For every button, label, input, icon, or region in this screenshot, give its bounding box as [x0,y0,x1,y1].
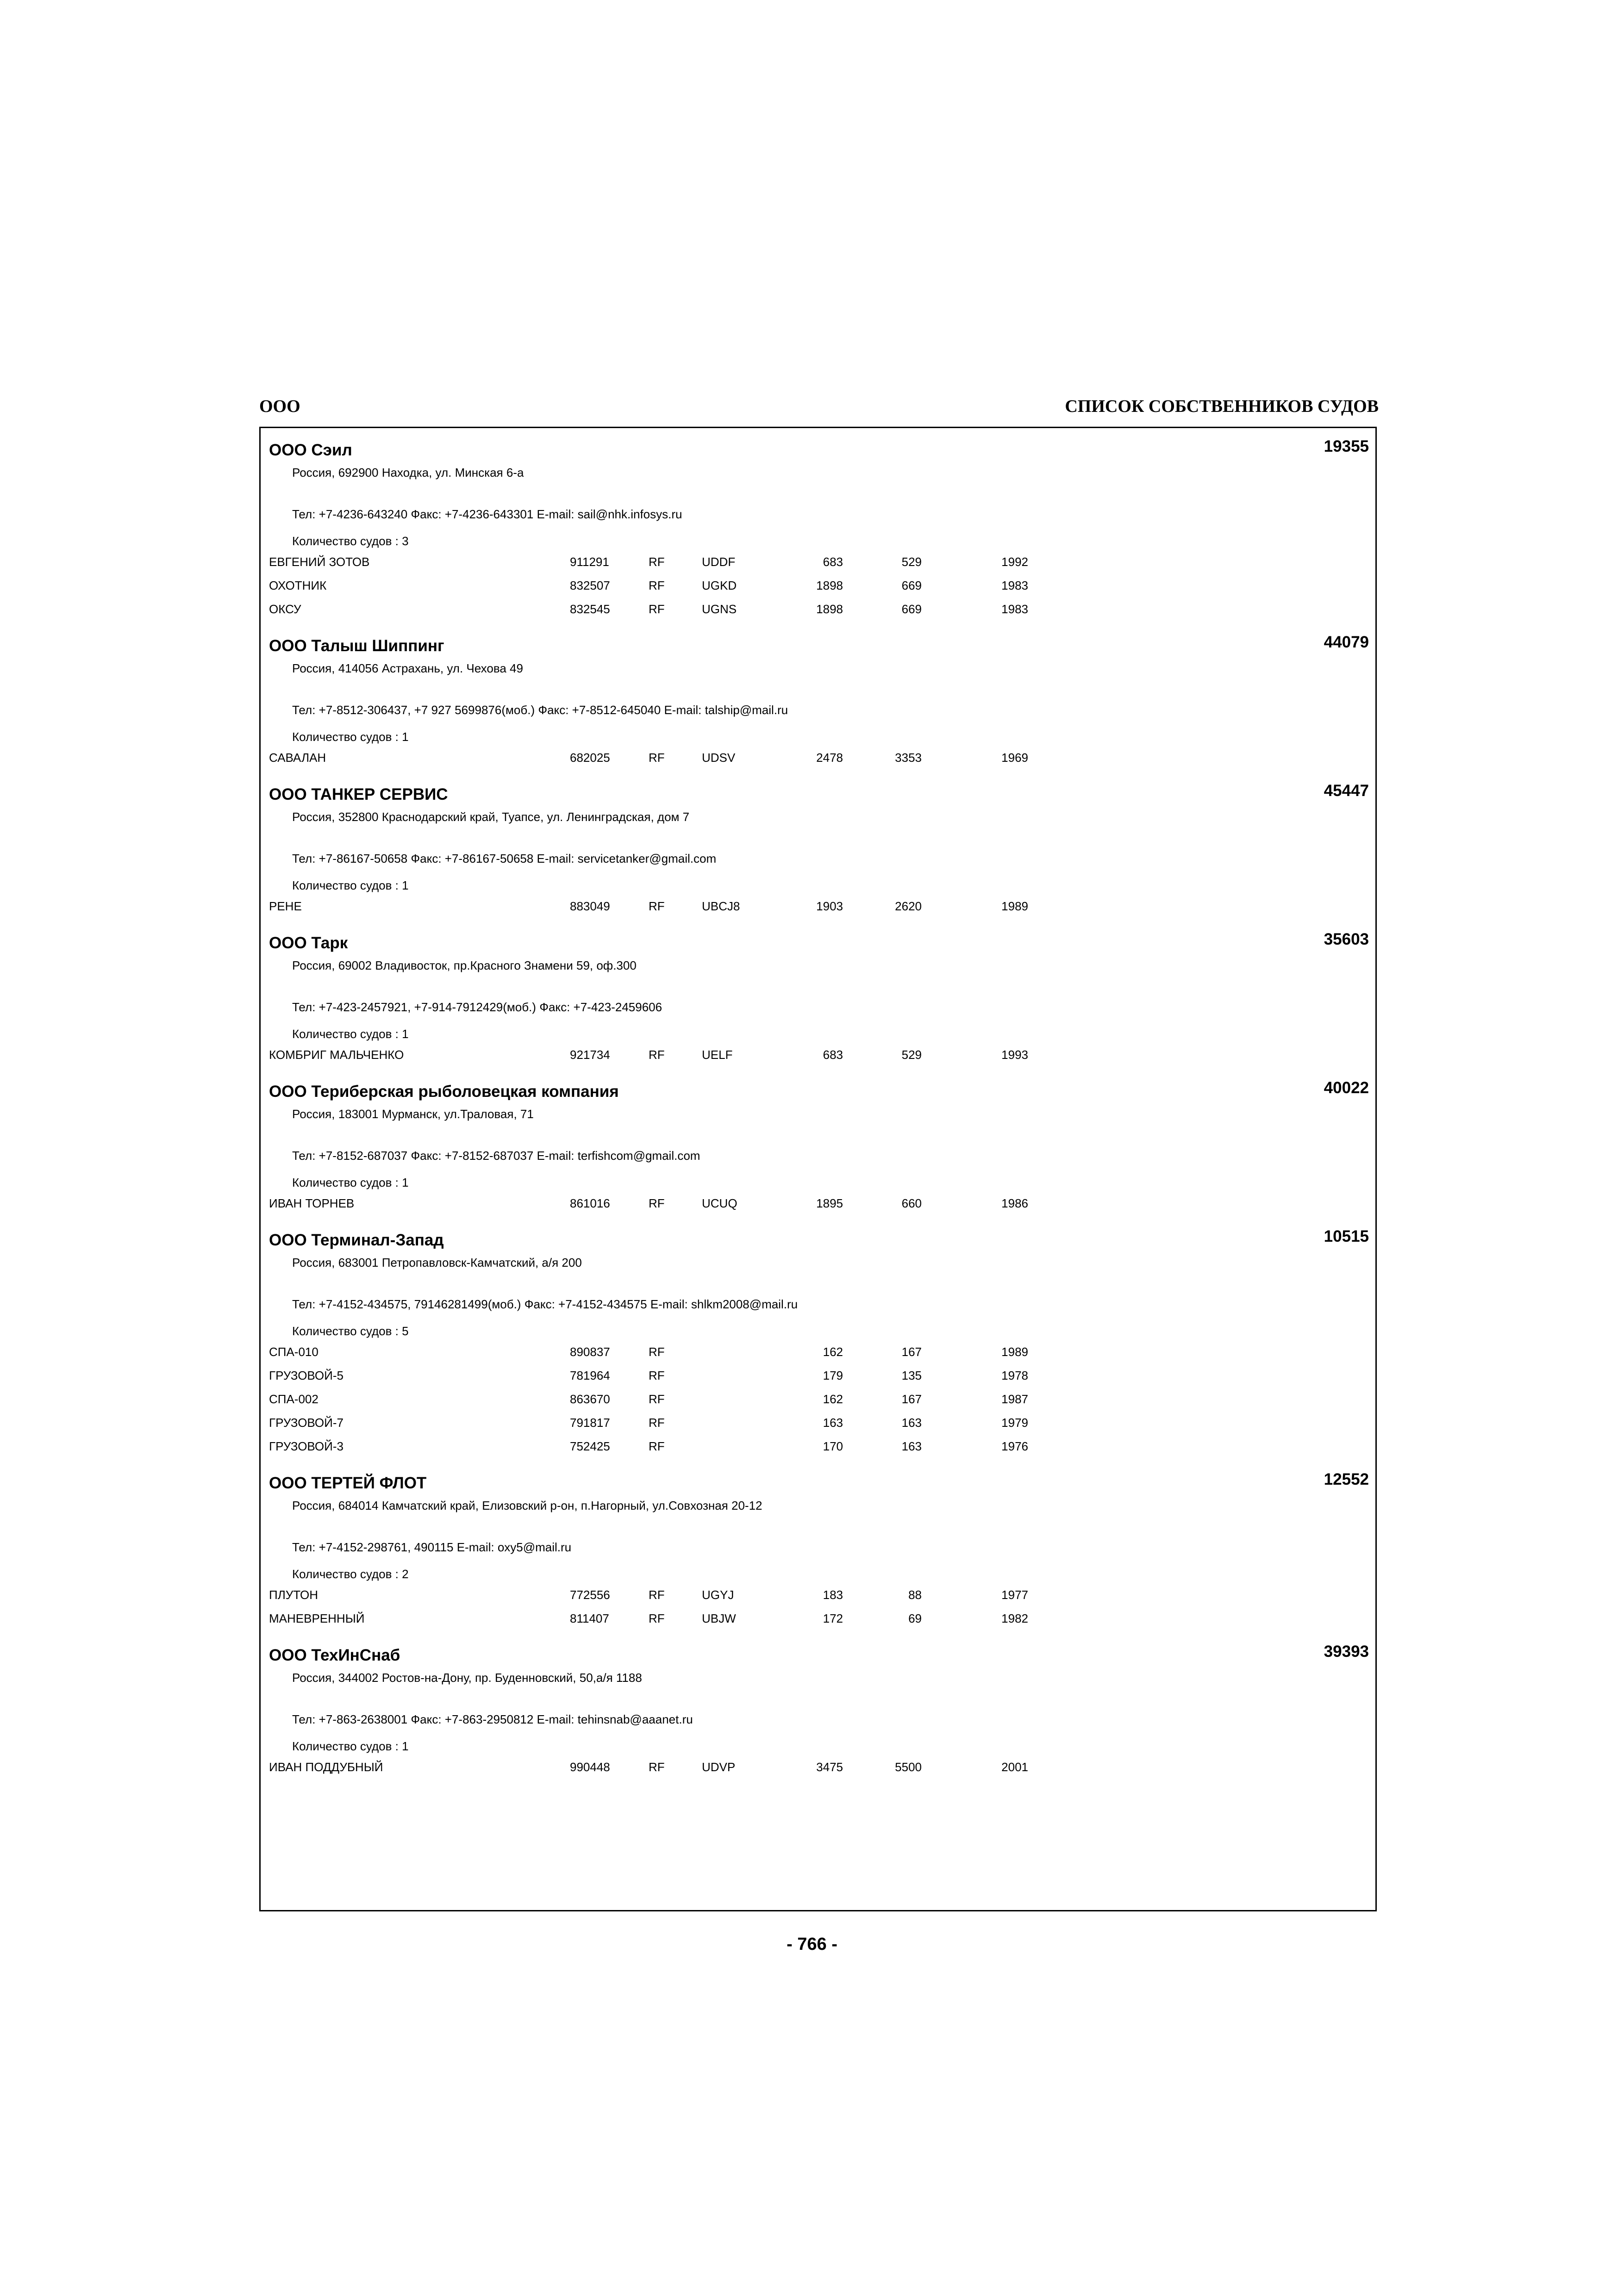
vessel-flag: RF [649,1416,665,1430]
company-name: ООО Талыш Шиппинг [269,637,444,655]
vessel-build-year: 1977 [1001,1588,1028,1602]
company-header [269,930,1369,956]
vessel-name: ЕВГЕНИЙ ЗОТОВ [269,555,370,569]
vessel-gross-tonnage: 1898 [816,602,843,616]
company-entry [269,633,1369,782]
vessel-row [269,574,1369,597]
vessel-name: РЕНЕ [269,899,302,913]
vessel-number: 990448 [570,1760,610,1774]
vessel-number: 883049 [570,899,610,913]
vessel-build-year: 1978 [1001,1369,1028,1382]
company-address: Россия, 414056 Астрахань, ул. Чехова 49 [292,661,523,675]
vessel-build-year: 1992 [1001,555,1028,569]
vessel-deadweight: 669 [901,602,922,616]
vessel-deadweight: 167 [901,1345,922,1359]
vessel-call-sign: UCUQ [702,1196,737,1210]
vessel-build-year: 1969 [1001,751,1028,765]
vessel-call-sign: UBCJ8 [702,899,740,913]
company-address: Россия, 344002 Ростов-на-Дону, пр. Буденновский, 50,а/я 1188 [292,1671,642,1685]
company-entry [269,1227,1369,1470]
vessel-row [269,1755,1369,1779]
company-name: ООО ТехИнСнаб [269,1646,400,1664]
vessel-build-year: 1989 [1001,1345,1028,1359]
vessel-deadweight: 669 [901,579,922,592]
vessel-deadweight: 88 [908,1588,922,1602]
vessel-number: 811407 [570,1612,609,1625]
company-contacts: Тел: +7-8152-687037 Факс: +7-8152-687037 E-mail: terfishcom@gmail.com [292,1149,700,1163]
company-header [269,633,1369,659]
company-header [269,1643,1369,1668]
vessel-build-year: 1983 [1001,602,1028,616]
vessel-name: ИВАН ПОДДУБНЫЙ [269,1760,383,1774]
company-id: 12552 [1324,1470,1369,1488]
company-contacts: Тел: +7-4152-298761, 490115 E-mail: oxy5@mail.ru [292,1540,572,1554]
company-id: 45447 [1324,782,1369,800]
header-title: СПИСОК СОБСТВЕННИКОВ СУДОВ [1065,397,1379,416]
vessel-row [269,1388,1369,1411]
company-name: ООО Сэил [269,441,352,459]
header-section-label: ООО [259,397,300,416]
company-header [269,1470,1369,1496]
vessel-row [269,1411,1369,1435]
vessel-row [269,1364,1369,1388]
vessel-name: ПЛУТОН [269,1588,318,1602]
vessel-count: Количество судов : 3 [292,534,409,548]
vessel-deadweight: 660 [901,1196,922,1210]
vessel-name: СПА-002 [269,1392,319,1406]
vessel-deadweight: 163 [901,1439,922,1453]
vessel-number: 752425 [570,1439,610,1453]
vessel-name: ИВАН ТОРНЕВ [269,1196,355,1210]
vessel-name: ГРУЗОВОЙ-3 [269,1439,344,1453]
vessel-build-year: 1976 [1001,1439,1028,1453]
page-number: - 766 - [787,1935,837,1954]
company-entry [269,1470,1369,1643]
company-address: Россия, 69002 Владивосток, пр.Красного Знамени 59, оф.300 [292,958,637,972]
vessel-build-year: 1982 [1001,1612,1028,1625]
vessel-count: Количество судов : 1 [292,1739,409,1753]
company-name: ООО Териберская рыболовецкая компания [269,1083,619,1101]
company-id: 35603 [1324,930,1369,948]
vessel-flag: RF [649,1392,665,1406]
company-name: ООО ТАНКЕР СЕРВИС [269,785,448,803]
vessel-deadweight: 3353 [895,751,922,765]
vessel-number: 682025 [570,751,610,765]
company-contacts: Тел: +7-863-2638001 Факс: +7-863-2950812 E-mail: tehinsnab@aaanet.ru [292,1712,693,1726]
vessel-gross-tonnage: 3475 [816,1760,843,1774]
vessel-gross-tonnage: 172 [823,1612,843,1625]
vessel-gross-tonnage: 1903 [816,899,843,913]
company-list [269,437,1369,1791]
company-header [269,782,1369,808]
company-contacts: Тел: +7-8512-306437, +7 927 5699876(моб.) Факс: +7-8512-645040 E-mail: talship@mail.ru [292,703,788,717]
vessel-count: Количество судов : 2 [292,1567,409,1581]
vessel-flag: RF [649,1369,665,1382]
vessel-call-sign: UDVP [702,1760,736,1774]
vessel-deadweight: 529 [901,1048,922,1062]
company-id: 19355 [1324,437,1369,455]
vessel-build-year: 1986 [1001,1196,1028,1210]
vessel-name: САВАЛАН [269,751,326,765]
vessel-number: 911291 [570,555,609,569]
vessel-number: 772556 [570,1588,610,1602]
vessel-number: 781964 [570,1369,610,1382]
company-name: ООО ТЕРТЕЙ ФЛОТ [269,1474,427,1492]
company-entry [269,437,1369,633]
vessel-build-year: 1989 [1001,899,1028,913]
vessel-number: 861016 [570,1196,610,1210]
page-header [259,392,1379,420]
vessel-deadweight: 529 [901,555,922,569]
vessel-gross-tonnage: 170 [823,1439,843,1453]
company-header [269,1227,1369,1253]
vessel-flag: RF [649,1760,665,1774]
vessel-row [269,1340,1369,1364]
vessel-call-sign: UDSV [702,751,736,765]
vessel-row [269,1192,1369,1215]
vessel-call-sign: UGNS [702,602,737,616]
vessel-gross-tonnage: 2478 [816,751,843,765]
vessel-name: СПА-010 [269,1345,319,1359]
vessel-row [269,1607,1369,1630]
vessel-count: Количество судов : 1 [292,1027,409,1041]
vessel-flag: RF [649,1588,665,1602]
company-address: Россия, 692900 Находка, ул. Минская 6-а [292,466,524,479]
vessel-name: ГРУЗОВОЙ-7 [269,1416,344,1430]
vessel-count: Количество судов : 1 [292,730,409,744]
vessel-count: Количество судов : 1 [292,1176,409,1189]
vessel-number: 890837 [570,1345,610,1359]
vessel-row [269,550,1369,574]
vessel-build-year: 1983 [1001,579,1028,592]
vessel-flag: RF [649,1196,665,1210]
vessel-number: 832507 [570,579,610,592]
vessel-gross-tonnage: 183 [823,1588,843,1602]
company-entry [269,1079,1369,1227]
company-address: Россия, 684014 Камчатский край, Елизовский р-он, п.Нагорный, ул.Совхозная 20-12 [292,1499,762,1512]
vessel-row [269,1583,1369,1607]
vessel-call-sign: UBJW [702,1612,736,1625]
vessel-deadweight: 167 [901,1392,922,1406]
vessel-flag: RF [649,555,665,569]
vessel-build-year: 2001 [1001,1760,1028,1774]
vessel-row [269,1043,1369,1067]
vessel-flag: RF [649,1439,665,1453]
vessel-flag: RF [649,1612,665,1625]
vessel-flag: RF [649,899,665,913]
company-name: ООО Тарк [269,934,348,952]
vessel-deadweight: 163 [901,1416,922,1430]
vessel-flag: RF [649,1048,665,1062]
vessel-deadweight: 2620 [895,899,922,913]
vessel-number: 921734 [570,1048,610,1062]
company-contacts: Тел: +7-4236-643240 Факс: +7-4236-643301 E-mail: sail@nhk.infosys.ru [292,507,682,521]
vessel-row [269,1435,1369,1458]
vessel-number: 863670 [570,1392,610,1406]
company-contacts: Тел: +7-86167-50658 Факс: +7-86167-50658 E-mail: servicetanker@gmail.com [292,852,717,865]
listing-frame [259,427,1377,1911]
vessel-deadweight: 5500 [895,1760,922,1774]
company-entry [269,1643,1369,1791]
company-address: Россия, 683001 Петропавловск-Камчатский, а/я 200 [292,1256,582,1269]
company-contacts: Тел: +7-4152-434575, 79146281499(моб.) Факс: +7-4152-434575 E-mail: shlkm2008@mail.ru [292,1297,798,1311]
company-id: 40022 [1324,1079,1369,1097]
vessel-name: КОМБРИГ МАЛЬЧЕНКО [269,1048,404,1062]
vessel-gross-tonnage: 179 [823,1369,843,1382]
vessel-gross-tonnage: 163 [823,1416,843,1430]
vessel-number: 832545 [570,602,610,616]
company-header [269,437,1369,463]
vessel-flag: RF [649,579,665,592]
vessel-name: МАНЕВРЕННЫЙ [269,1612,365,1625]
vessel-call-sign: UELF [702,1048,733,1062]
vessel-gross-tonnage: 1895 [816,1196,843,1210]
vessel-gross-tonnage: 683 [823,555,843,569]
company-header [269,1079,1369,1105]
vessel-gross-tonnage: 162 [823,1345,843,1359]
vessel-row [269,746,1369,770]
vessel-name: ОКСУ [269,602,301,616]
vessel-flag: RF [649,751,665,765]
vessel-number: 791817 [570,1416,610,1430]
vessel-flag: RF [649,1345,665,1359]
vessel-build-year: 1987 [1001,1392,1028,1406]
vessel-row [269,895,1369,918]
vessel-build-year: 1979 [1001,1416,1028,1430]
company-contacts: Тел: +7-423-2457921, +7-914-7912429(моб.) Факс: +7-423-2459606 [292,1000,662,1014]
company-id: 44079 [1324,633,1369,651]
vessel-row [269,597,1369,621]
vessel-name: ГРУЗОВОЙ-5 [269,1369,344,1382]
vessel-gross-tonnage: 1898 [816,579,843,592]
vessel-call-sign: UDDF [702,555,736,569]
company-address: Россия, 183001 Мурманск, ул.Траловая, 71 [292,1107,534,1121]
vessel-call-sign: UGKD [702,579,737,592]
vessel-flag: RF [649,602,665,616]
company-entry [269,930,1369,1079]
vessel-call-sign: UGYJ [702,1588,734,1602]
vessel-count: Количество судов : 5 [292,1324,409,1338]
vessel-count: Количество судов : 1 [292,878,409,892]
company-entry [269,782,1369,930]
vessel-build-year: 1993 [1001,1048,1028,1062]
company-id: 10515 [1324,1227,1369,1245]
vessel-deadweight: 135 [901,1369,922,1382]
vessel-gross-tonnage: 162 [823,1392,843,1406]
company-id: 39393 [1324,1643,1369,1661]
vessel-name: ОХОТНИК [269,579,327,592]
vessel-deadweight: 69 [908,1612,922,1625]
company-address: Россия, 352800 Краснодарский край, Туапсе, ул. Ленинградская, дом 7 [292,810,690,824]
company-name: ООО Терминал-Запад [269,1231,444,1249]
vessel-gross-tonnage: 683 [823,1048,843,1062]
